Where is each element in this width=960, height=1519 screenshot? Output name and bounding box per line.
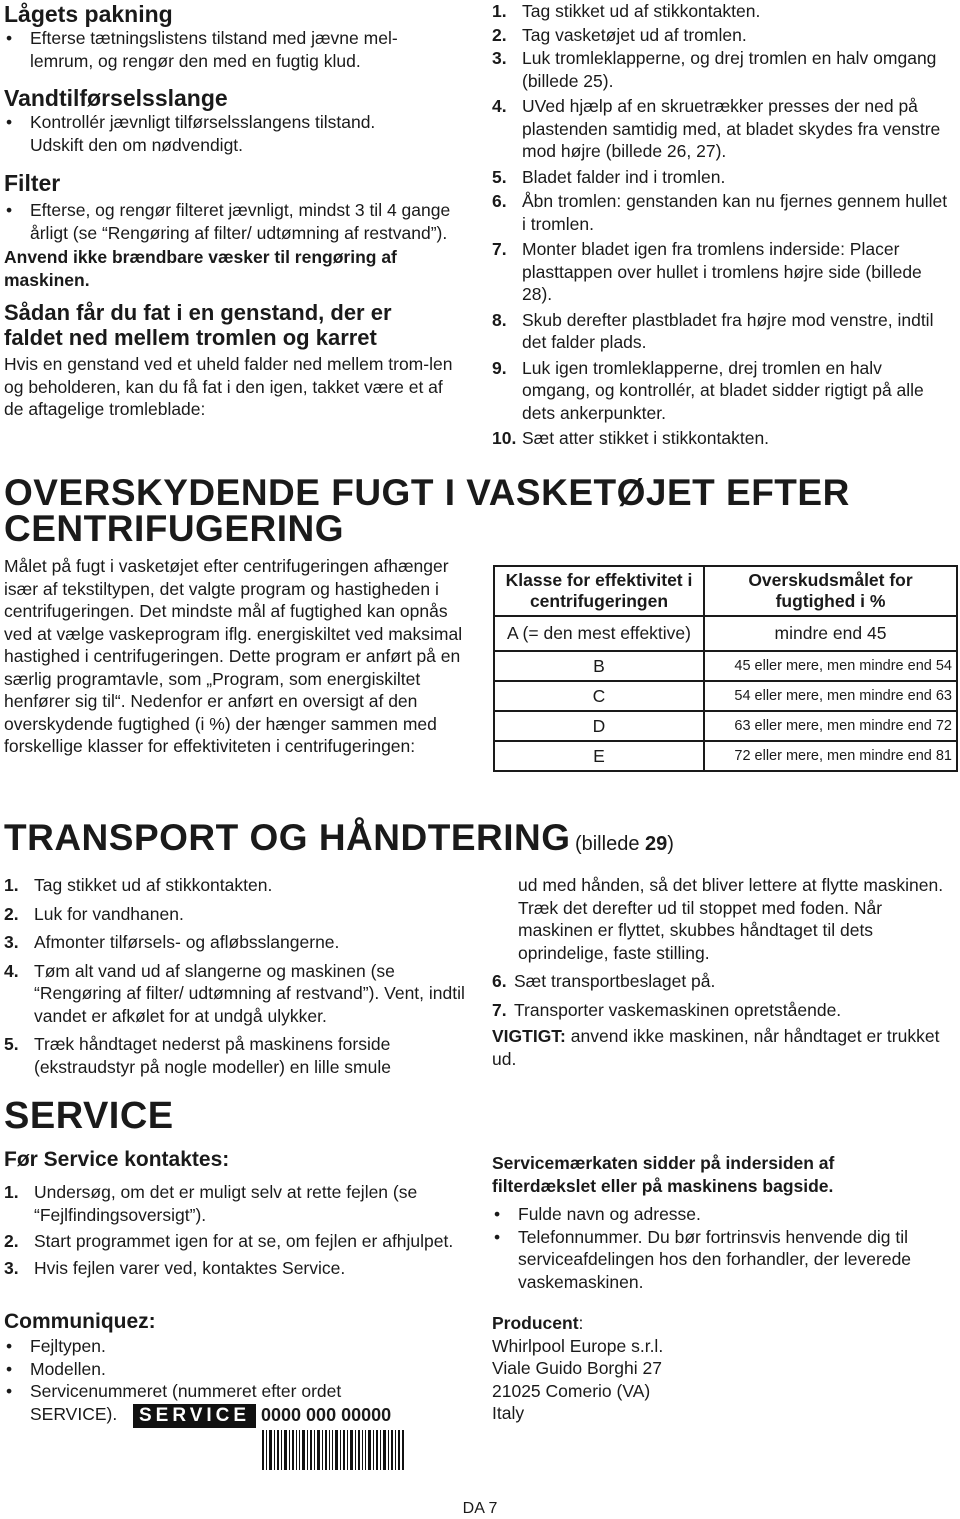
table-row xyxy=(494,741,957,771)
table-row xyxy=(494,681,957,711)
table-cell: C xyxy=(494,681,704,711)
list-item: 4. UVed hjælp af en skruetrækker presses der ned på plastenden samtidig med, at bladet skydes fra venstre mod højre (billede 26, 27). xyxy=(492,96,941,161)
fugt-title: OVERSKYDENDE FUGT I VASKETØJET EFTER CENTRIFUGERING xyxy=(4,472,850,549)
list-item: 2. Start programmet igen for at se, om fejlen er afhjulpet. xyxy=(4,1231,454,1251)
table-cell: E xyxy=(494,741,704,771)
service-steps xyxy=(4,1181,466,1279)
efficiency-table xyxy=(493,565,958,772)
list-item: 10. Sæt atter stikket i stikkontakten. xyxy=(492,428,770,448)
list-item: 5. Bladet falder ind i tromlen. xyxy=(492,166,726,187)
lagets-list xyxy=(4,27,444,72)
table-row xyxy=(494,651,957,681)
list-item: • Fulde navn og adresse. xyxy=(492,1203,954,1226)
list-item: • Kontrollér jævnligt tilførselsslangens tilstand. Udskift den om nødvendigt. xyxy=(4,111,424,156)
table-cell: 54 eller mere, men mindre end 63 xyxy=(704,681,957,711)
saadan-title: Sådan får du fat i en genstand, der er faldet ned mellem tromlen og karret xyxy=(4,300,392,350)
vand-list xyxy=(4,111,424,156)
page-number: DA 7 xyxy=(462,1500,498,1517)
transport-heading xyxy=(4,817,944,858)
barcode-icon xyxy=(262,1430,404,1475)
transport-steps-right xyxy=(492,970,952,1021)
table-cell: 72 eller mere, men mindre end 81 xyxy=(704,741,957,771)
list-item: • Modellen. xyxy=(4,1358,404,1381)
table-cell: 45 eller mere, men mindre end 54 xyxy=(704,651,957,681)
list-item: • Efterse tætningslistens tilstand med jævne mel-lemrum, og rengør den med en fugtig klud. xyxy=(4,27,444,72)
table-cell: D xyxy=(494,711,704,741)
list-item: 5. Træk håndtaget nederst på maskinens forside (ekstraudstyr på nogle modeller) en lille smule xyxy=(4,1034,391,1077)
list-item: • Telefonnummer. Du bør fortrinsvis henvende dig til serviceafdelingen hos den forhandler, der leverede vaskemaskinen. xyxy=(492,1226,954,1294)
producent-line: Whirlpool Europe s.r.l. xyxy=(492,1335,664,1356)
servicemark-title: Servicemærkaten sidder på indersiden af filterdækslet eller på maskinens bagside. xyxy=(492,1153,835,1196)
list-item: 1. Tag stikket ud af stikkontakten. xyxy=(4,875,273,895)
service-number: 0000 000 00000 xyxy=(261,1405,392,1425)
table-row xyxy=(494,711,957,741)
list-item: 4. Tøm alt vand ud af slangerne og maskinen (se “Rengøring af filter/ udtømning af restvand”). Vent, indtil vandet er afkølet for at undgå ulykker. xyxy=(4,960,465,1026)
list-item: 8. Skub derefter plastbladet fra højre mod venstre, indtil det falder plads. xyxy=(492,309,934,352)
table-row xyxy=(494,616,957,651)
table-header-cell: Overskudsmålet for fugtighed i % xyxy=(704,566,957,616)
table-header-row xyxy=(494,566,957,616)
vand-title: Vandtilførselsslange xyxy=(4,85,228,111)
producent-line: Viale Guido Borghi 27 xyxy=(492,1358,662,1378)
servicemark-list xyxy=(492,1203,954,1293)
list-item: 1. Undersøg, om det er muligt selv at rette fejlen (se “Fejlfindingsoversigt”). xyxy=(4,1182,418,1225)
list-item: 2. Tag vasketøjet ud af tromlen. xyxy=(492,24,747,45)
producent-label: Producent: xyxy=(492,1313,584,1333)
table-cell: mindre end 45 xyxy=(704,616,957,651)
producent-line: 21025 Comerio (VA) xyxy=(492,1380,651,1401)
filter-title: Filter xyxy=(4,170,61,196)
transport-title: TRANSPORT OG HÅNDTERING xyxy=(4,817,571,858)
transport-continued: ud med hånden, så det bliver lettere at flytte maskinen. Træk det derefter ud til stoppet med foden. Når maskinen er flyttet, skubbes håndtaget til dets oprindelige, faste stilling. xyxy=(518,875,944,963)
list-item: 3. Afmonter tilførsels- og afløbsslangerne. xyxy=(4,932,340,952)
list-item: • Servicenummeret (nummeret efter ordet SERVICE). xyxy=(4,1380,404,1425)
list-item: 6. Åbn tromlen: genstanden kan nu fjernes gennem hullet i tromlen. xyxy=(492,191,948,234)
vigtigt-note: VIGTIGT: anvend ikke maskinen, når håndtaget er trukket ud. xyxy=(492,1026,940,1069)
transport-right xyxy=(492,874,952,1070)
list-item: 3. Luk tromleklapperne, og drej tromlen en halv omgang (billede 25). xyxy=(492,48,937,91)
service-title: SERVICE xyxy=(4,1095,174,1137)
list-item: 7. Transporter vaskemaskinen opretstående. xyxy=(492,999,842,1020)
transport-steps-left xyxy=(4,874,466,1078)
list-item: 1. Tag stikket ud af stikkontakten. xyxy=(492,1,761,21)
communiquez-title: Communiquez: xyxy=(4,1310,156,1333)
fugt-text: Målet på fugt i vasketøjet efter centrifugeringen afhænger især af tekstiltypen, det valgte program og hastigheden i centrifugeringen. Det mindste mål af fugtighed kan opnås ved at vælge vaskeprogram iflg. energiskiltet ved maksimal hastighed i centrifugeringen. Dette program er anført på en særlig programtavle, som „Program, som energiskiltet henfører sig til“. Nedenfor er anført en oversigt af den overskydende fugtighed (i %) der hænger sammen med forskellige klasser for effektiviteten i centrifugeringen: xyxy=(4,556,463,756)
list-item: 9. Luk igen tromleklapperne, drej tromlen en halv omgang, og kontrollér, at bladet sidder rigtigt på alle dets ankerpunkter. xyxy=(492,357,924,423)
list-item: 7. Monter bladet igen fra tromlens inderside: Placer plasttappen over hullet i tromlens højre side (billede 28). xyxy=(492,239,922,304)
table-cell: A (= den mest effektive) xyxy=(494,616,704,651)
list-item: • Efterse, og rengør filteret jævnligt, mindst 3 til 4 gange årligt (se “Rengøring af filter/ udtømning af restvand”). xyxy=(4,199,459,244)
list-item: 6. Sæt transportbeslaget på. xyxy=(492,971,716,991)
service-stamp: SERVICE xyxy=(133,1404,256,1428)
filter-warning: Anvend ikke brændbare væsker til rengøring af maskinen. xyxy=(4,247,397,290)
table-cell: 63 eller mere, men mindre end 72 xyxy=(704,711,957,741)
left-top-column xyxy=(4,0,464,421)
for-service-title: Før Service kontaktes: xyxy=(4,1148,230,1171)
transport-subtitle: (billede 29) xyxy=(574,833,674,855)
list-item: 2. Luk for vandhanen. xyxy=(4,903,184,924)
lagets-title: Lågets pakning xyxy=(4,1,173,27)
table-cell: B xyxy=(494,651,704,681)
drum-steps xyxy=(492,0,952,450)
list-item: • Fejltypen. xyxy=(4,1335,404,1358)
service-sticker xyxy=(133,1404,256,1428)
filter-list xyxy=(4,199,459,244)
list-item: 3. Hvis fejlen varer ved, kontaktes Service. xyxy=(4,1257,346,1278)
table-header-cell: Klasse for effektivitet i centrifugeringen xyxy=(494,566,704,616)
producent-block xyxy=(492,1312,892,1425)
saadan-text: Hvis en genstand ved et uheld falder ned mellem trom-len og beholderen, kan du få fat i den igen, takket være et af de aftagelige tromleblade: xyxy=(4,354,453,419)
producent-line: Italy xyxy=(492,1403,525,1423)
